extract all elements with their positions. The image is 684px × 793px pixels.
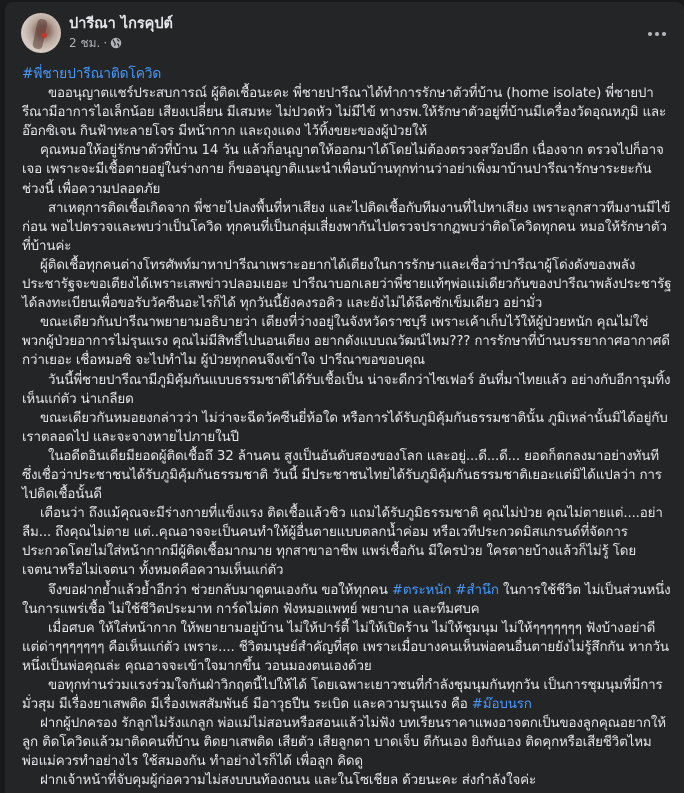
paragraph-text: ขณะเดียวกันหมอยงกล่าวว่า ไม่ว่าจะฉีดวัคซีนยี่ห้อใด หรือการได้รับภูมิคุ้มกันธรรมชาตินั้น ภูมิเหล่านั้นมิได้อยู่กับเราตลอดไป และจะจางหายไปภายในปี [22,410,668,445]
more-dot [662,32,666,36]
paragraph-text: ขณะเดียวกันปารีณาพยายามอธิบายว่า เตียงที่ว่างอยู่ในจังหวัดราชบุรี เพราะเค้าเก็บไว้ให้ผู้ป่วยหนัก คุณไม่ใช่พวกผู้ป่วยอาการไม่รุนแรง คุณไม่มีสิทธิ์ไปนอนเตียง อยากดังแบบณวัฒน์ไหม??? การรักษาที่บ้านบรรยากาศอากาศดีกว่าเยอะ เชื่อหมอซิ จะไปทำไม ผู้ป่วยทุกคนจึงเข้าใจ ปารีณาขอขอบคุณ [22,315,670,369]
post-paragraph [22,676,672,714]
paragraph-text: คุณหมอให้อยู่รักษาตัวที่บ้าน 14 วัน แล้วก็อนุญาตให้ออกมาได้โดยไม่ต้องตรวจสว๊อปอีก เนื่องจาก ตรวจไปก็อาจเจอ เพราะจะมีเชื้อตายอยู่ในร่างกาย ก็ขออนุญาติแนะนำเพื่อนบ้านทุกท่านว่าอย่าเพิ่งมาบ้านปารีณารักษาระยะกันช่วงนี้ เพื่อความปลอดภัย [22,143,664,197]
post-paragraph [22,84,672,141]
post-subline [69,35,173,51]
post-timestamp[interactable]: 2 ชม. [69,36,101,50]
paragraph-text: ผู้ติดเชื้อทุกคนต่างโทรศัพท์มาหาปารีณาเพราะอยากได้เตียงในการรักษาและเชื่อว่าปารีณาผู้โด่งดังของพลังประชารัฐจะขอเตียงได้เพราะเสพข่าวปลอมเยอะ ปารีณาบอกเลยว่าพี่ชายแท้ๆพ่อแม่เดียวกันของปารีณาพลังประชารัฐได้ลงทะเบียนเพื่อขอรับวัคซีนอะไรก็ได้ ทุกวันนี้ยังคงรอคิว และยังไม่ได้ฉีดซักเข็มเดียว อย่ามั่ว [22,257,672,312]
paragraph-text: วันนี้พี่ชายปารีณามีภูมิคุ้มกันแบบธรรมชาติได้รับเชื้อเป็น น่าจะดีกว่าไซเฟอร์ อันที่มาไทยแล้ว อย่างกับอีการุมทิ้ง เห็นแก่ตัว น่าเกลียด [22,372,671,407]
post-paragraph [22,256,672,313]
more-options-icon[interactable] [644,24,670,44]
paragraph-text: ขอทุกท่านร่วมแรงร่วมใจกันฝ่าวิกฤตนี้ไปให้ได้ โดยเฉพาะเยาวชนที่กำลังชุมนุมกันทุกวัน เป็นการชุมนุมที่มีการมั่วสุม มีเรื่องยาเสพติด มีเรื่องเพสสัมพันธ์ มีอาวุธปืน ระเบิด และความรุนแรง คือ [22,678,663,713]
paragraph-text: ฝากผู้ปกครอง รักลูกไม่รังแกลูก พ่อแม่ไม่สอนหรือสอนแล้วไม่ฟัง บทเรียนราคาแพงอาจตกเป็นของลูกคุณอยากให้ลูก ติดโควิดแล้วมาติดคนที่บ้าน ติดยาเสพติด เสียตัว เสียลูกตา บาดเจ็บ ตีกันเอง ยิงกันเอง ติดคุกหรือเสียชีวิตไหม พ่อแม่ควรทำอย่างไร ใช้สมองกัน ทำอย่างไรก็ได้ เพื่อลูก คิดดู [22,716,666,770]
post-paragraph [22,313,672,370]
paragraph-text: เตือนว่า ถึงแม้คุณจะมีร่างกายที่แข็งแรง ติดเชื้อแล้วชิว แถมได้รับภูมิธรรมชาติ คุณไม่ป่วย คุณไม่ตายแต่....อย่าลืม... ถึงคุณไม่ตาย แต่..คุณอาจจะเป็นคนทำให้ผู้อื่นตายแบบตลกน้ำค่อม หรือเวทีประกวดมิสแกรนด์ที่จัดการประกวดโดยไม่ใส่หน้ากากมีผู้ติดเชื้อมากมาย ทุกสาขาอาชีพ แพร่เชื้อกัน มีใครป่วย ใครตายบ้างแล้วก็ไม่รู้ โดยเจตนาหรือไม่เจตนา ทั้งหมดคือความเห็นแก่ตัว [22,506,663,579]
paragraph-text: สาเหตุการติดเชื้อเกิดจาก พี่ชายไปลงพื้นที่หาเสียง และไปติดเชื้อกับทีมงานที่ไปหาเสียง เพราะลูกสาวทีมงานมีไข้ก่อน พอไปตรวจและพบว่าเป็นโควิด ทุกคนที่เป็นกลุ่มเสี่ยงพากันไปตรวจปรากฏพบว่าติดโควิดทุกคน หมอให้รักษาตัวที่บ้านค่ะ [22,200,671,254]
avatar-image-detail [41,33,47,38]
paragraph-text: ในอดีตอินเดียมียอดผู้ติดเชื้อถึ 32 ล้านคน สูงเป็นอันดับสองของโลก และอยู่...ดี...ดี... ยอดก็ตกลงมาอย่างทันที ซึ่งเชื่อว่าประชาชนได้รับภูมิคุ้มกันธรรมชาติ วันนี้ มีประชาชนไทยได้รับภูมิคุ้มกันธรรมชาติเยอะแต่มิได้แปลว่า การไปติดเชื้อนั้นดี [22,448,662,503]
paragraph-text: เมื่อศบค ให้ใส่หน้ากาก ให้พยายามอยู่บ้าน ไม่ให้ปาร์ตี้ ไม่ให้เปิดร้าน ไม่ให้ชุมนุม ไม่ให้ๆๆๆๆๆๆๆ ฟังบ้างอย่าดีแต่ด่าๆๆๆๆๆๆๆ คือเห็นแก่ตัว เพราะ.... ชีวิตมนุษย์สำคัญที่สุด เพราะเมื่อบางคนเห็นพ่อคนอื่นตายยังไม่รู้สึกกัน หากวันหนึ่งเป็นพ่อคุณล่ะ คุณอาจจะเข้าใจมากขึ้น วอนมองตนเองด้วย [22,620,669,674]
paragraph-text: ฝากเจ้าหน้าที่จับคุมผู้ก่อความไม่สงบบนท้องถนน และในโซเชียล ด้วยนะคะ ส่งกำลังใจค่ะ [40,773,537,789]
hashtag-link[interactable]: #ม๊อบนรก [471,697,532,713]
post-paragraph [22,581,672,619]
paragraph-text: ในการใช้ชีวิต ไม่เป็นส่วนหนึ่งในการแพร่เชื้อ ไม่ใช้ชีวิตประมาท การ์ดไม่ตก ฟังหมอแพทย์ พยาบาล และทีมศบค [22,582,671,617]
author-avatar[interactable] [21,13,61,53]
post-paragraphs [22,84,672,790]
post-paragraph [22,199,672,256]
post-meta [69,15,173,51]
more-dot [648,32,652,36]
post-paragraph [22,619,672,676]
globe-icon[interactable] [110,37,122,49]
post-paragraph [22,714,672,771]
hashtag-link[interactable]: #สำนึก [455,582,499,598]
paragraph-text: จึงขอฝากย้ำแล้วย้ำอีกว่า ช่วยกลับมาดูตนเองกัน ขอให้ทุกคน [48,582,392,598]
separator: · [103,36,108,50]
more-dot [655,32,659,36]
post-body [22,65,672,791]
post-paragraph [22,447,672,504]
post-paragraph [22,141,672,198]
facebook-post [5,2,684,793]
hashtag-title[interactable]: #พี่ชายปารีณาติดโควิด [22,66,162,82]
post-paragraph [22,771,672,790]
author-name[interactable]: ปารีณา ไกรคุปต์ [69,16,173,32]
post-paragraph [22,371,672,409]
post-paragraph [22,504,672,580]
post-paragraph [22,409,672,447]
hashtag-link[interactable]: #ตระหนัก [391,582,452,598]
post-header [21,12,173,54]
paragraph-text: ขออนุญาตแชร์ประสบการณ์ ผู้ติดเชื้อนะคะ พี่ชายปารีณาได้ทำการรักษาตัวที่บ้าน (home isolate) พี่ชายปารีณามีอาการไอเล็กน้อย เสียงเปลี่ยน มีเสมหะ ไม่ปวดหัว ไม่มีไข้ ทางรพ.ให้รักษาตัวอยู่ที่บ้านมีเครื่องวัดอุณหภูมิ และอ๊อกซิเจน กินฟ้าทะลายโจร มีหน้ากาก และถุงแดง ไว้ทิ้งขยะของผู้ป่วยให้ [22,86,667,140]
